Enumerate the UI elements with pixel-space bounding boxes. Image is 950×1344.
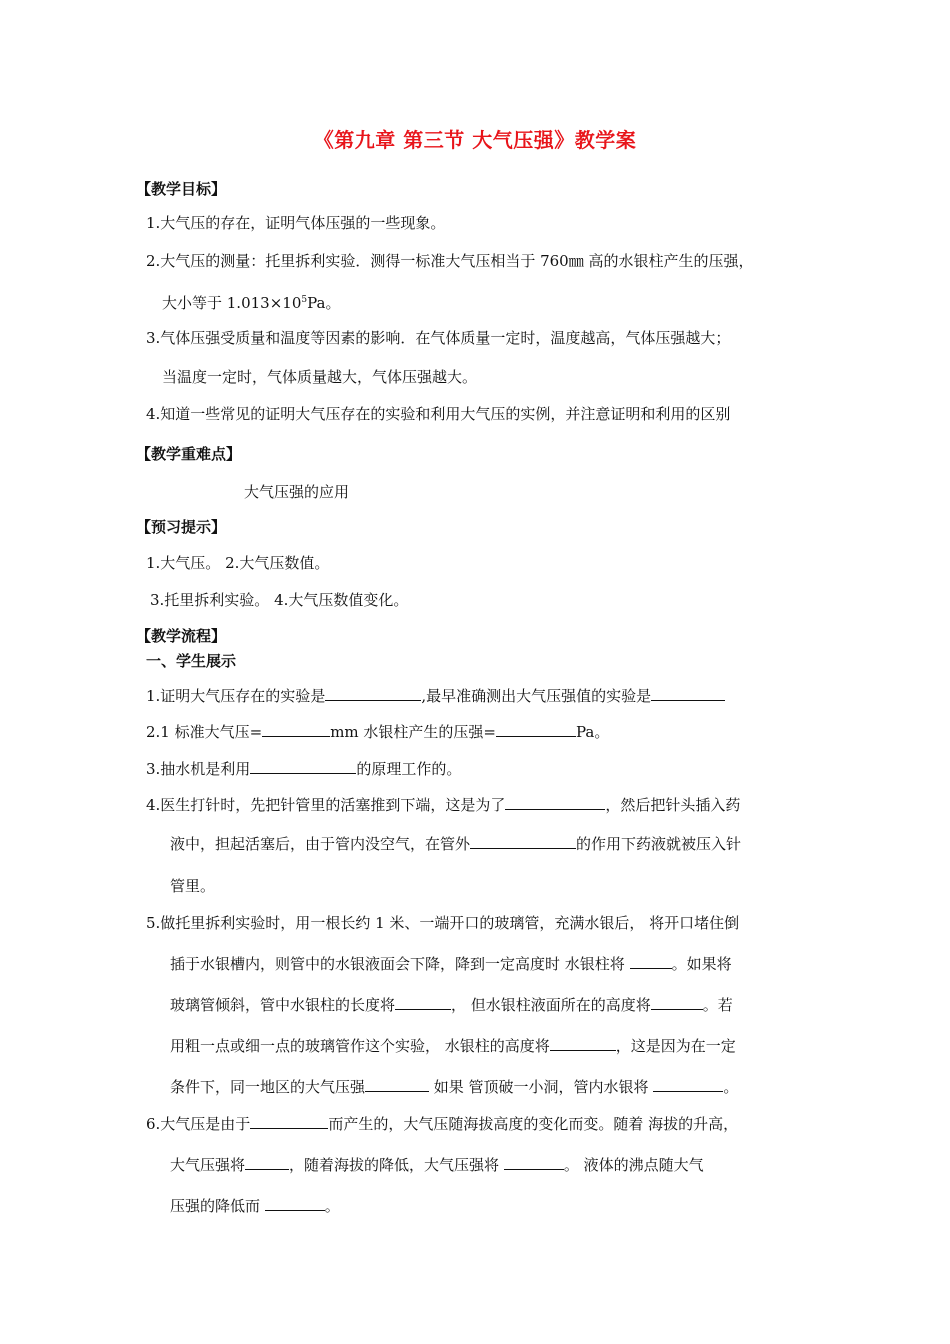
answer-blank[interactable] <box>245 1155 289 1170</box>
objectives-heading: 【教学目标】 <box>136 180 227 198</box>
answer-blank[interactable] <box>325 686 421 701</box>
answer-blank[interactable] <box>395 995 451 1010</box>
answer-blank[interactable] <box>470 834 576 849</box>
question-1: 1.证明大气压存在的实验是 ,最早准确测出大气压强值的实验是 <box>146 685 725 707</box>
answer-blank[interactable] <box>651 995 703 1010</box>
answer-blank[interactable] <box>505 795 605 810</box>
process-subheading: 一、学生展示 <box>146 652 237 670</box>
objective-2: 2.大气压的测量：托里拆利实验．测得一标准大气压相当于 760㎜ 高的水银柱产生的压强， <box>146 252 754 270</box>
answer-blank[interactable] <box>262 722 330 737</box>
question-4: 4.医生打针时，先把针管里的活塞推到下端，这是为了 ，然后把针头插入药 <box>146 796 741 814</box>
answer-blank[interactable] <box>651 686 725 701</box>
question-4-end: 管里。 <box>170 877 216 895</box>
objective-2-cont: 大小等于 $1.013\times 10^5Pa$。 <box>162 294 341 312</box>
question-5-line-4: 用粗一点或细一点的玻璃管作这个实验， 水银柱的高度将 ，这是因为在一定 <box>170 1037 736 1055</box>
question-5-line-5: 条件下，同一地区的大气压强 如果 管顶破一小洞，管内水银将 。 <box>170 1078 739 1096</box>
objective-4: 4.知道一些常见的证明大气压存在的实验和利用大气压的实例，并注意证明和利用的区别 <box>146 405 731 423</box>
answer-blank[interactable] <box>265 1196 325 1211</box>
answer-blank[interactable] <box>653 1077 723 1092</box>
question-5-line-2: 插于水银槽内，则管中的水银液面会下降，降到一定高度时 水银柱将 。如果将 <box>170 955 732 973</box>
keypoints-heading: 【教学重难点】 <box>136 445 242 463</box>
question-3: 3.抽水机是利用 的原理工作的。 <box>146 760 462 778</box>
keypoints-text: 大气压强的应用 <box>244 483 350 501</box>
question-6: 6.大气压是由于 而产生的，大气压随海拔高度的变化而变。随着 海拔的升高， <box>146 1115 739 1133</box>
question-5: 5.做托里拆利实验时，用一根长约 1 米、一端开口的玻璃管，充满水银后， 将开口堵住倒 <box>146 914 740 932</box>
answer-blank[interactable] <box>630 954 672 969</box>
objective-1: 1.大气压的存在，证明气体压强的一些现象。 <box>146 214 446 232</box>
question-2: 2.1 标准大气压= mm 水银柱产生的压强= Pa。 <box>146 723 610 741</box>
question-4-cont: 液中，担起活塞后，由于管内没空气，在管外 的作用下药液就被压入针 <box>170 835 742 853</box>
answer-blank[interactable] <box>496 722 576 737</box>
document-title: 《第九章 第三节 大气压强》教学案 <box>313 128 637 152</box>
answer-blank[interactable] <box>250 1114 328 1129</box>
objective-3: 3.气体压强受质量和温度等因素的影响．在气体质量一定时，温度越高，气体压强越大； <box>146 329 731 347</box>
answer-blank[interactable] <box>250 759 356 774</box>
question-6-line-2: 大气压强将 ，随着海拔的降低，大气压强将 。 液体的沸点随大气 <box>170 1156 704 1174</box>
question-5-line-3: 玻璃管倾斜，管中水银柱的长度将 ， 但水银柱液面所在的高度将 。若 <box>170 996 733 1014</box>
objective-3-cont: 当温度一定时，气体质量越大，气体压强越大。 <box>162 368 478 386</box>
preview-heading: 【预习提示】 <box>136 518 227 536</box>
answer-blank[interactable] <box>504 1155 564 1170</box>
preview-line-2: 3.托里拆利实验。 4.大气压数值变化。 <box>150 591 409 609</box>
preview-line-1: 1.大气压。 2.大气压数值。 <box>146 554 330 572</box>
answer-blank[interactable] <box>365 1077 429 1092</box>
process-heading: 【教学流程】 <box>136 627 227 645</box>
answer-blank[interactable] <box>550 1036 616 1051</box>
question-6-line-3: 压强的降低而 。 <box>170 1197 340 1215</box>
